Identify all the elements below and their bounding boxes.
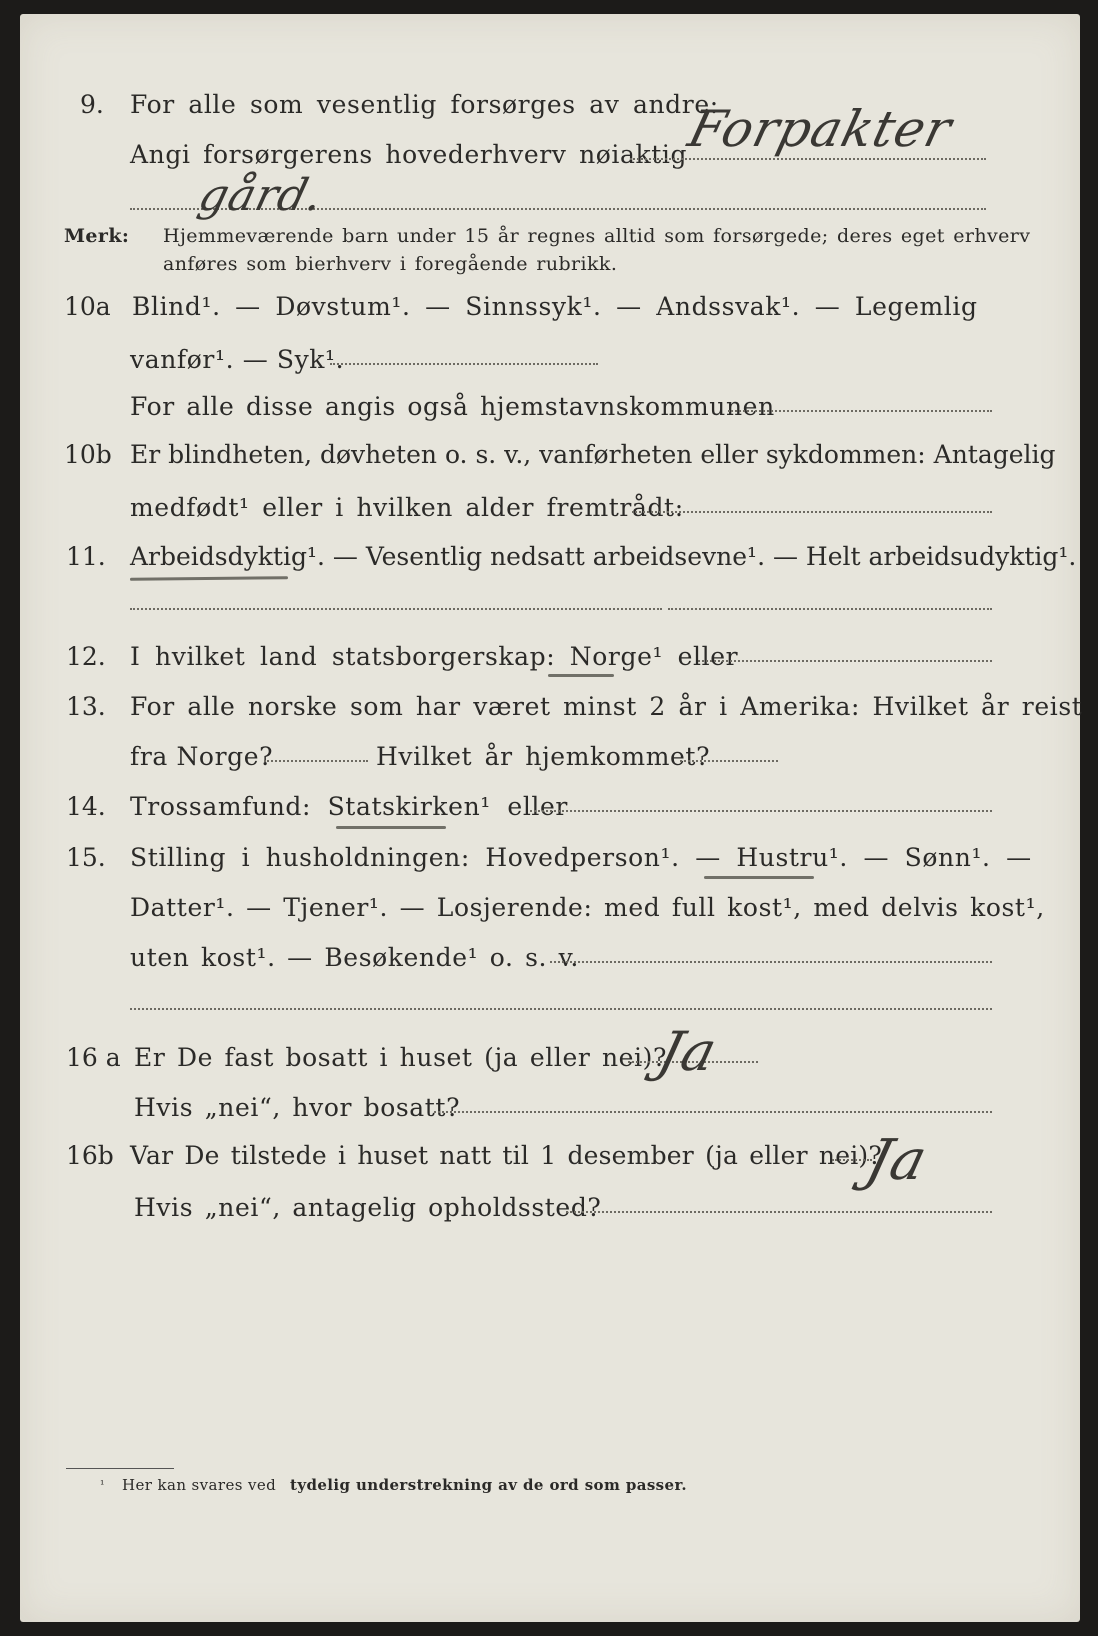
q9-question-line2: Angi forsørgerens hovederhverv nøiaktig	[130, 140, 688, 169]
footnote-text-plain: Her kan svares ved	[122, 1476, 277, 1494]
q14-line1: Trossamfund: Statskirken¹ eller	[130, 792, 568, 821]
q10a-number: 10a	[64, 292, 111, 321]
q12-answer-line[interactable]	[698, 660, 992, 662]
q12-line1: I hvilket land statsborgerskap: Norge¹ eller	[130, 642, 739, 671]
q10b-number: 10b	[64, 440, 112, 469]
q10a-line2: vanfør¹. — Syk¹.	[130, 345, 345, 374]
footnote-text-bold: tydelig understrekning av de ord som passer.	[290, 1476, 688, 1494]
footnote-rule	[66, 1468, 174, 1469]
q16b-handwritten-answer: Ja	[859, 1128, 934, 1193]
q13-line1: For alle norske som har været minst 2 år i Amerika: Hvilket år reist	[130, 692, 1083, 721]
q14-answer-line[interactable]	[530, 810, 992, 812]
q14-underline-statskirken	[336, 826, 446, 829]
q9-answer-line1[interactable]	[630, 158, 986, 160]
q10b-line1: Er blindheten, døvheten o. s. v., vanførheten eller sykdommen: Antagelig	[130, 440, 1056, 469]
q11-answer-line-left[interactable]	[130, 608, 662, 610]
q10a-municipality-line[interactable]	[728, 410, 992, 412]
merk-line1: Hjemmeværende barn under 15 år regnes alltid som forsørgede; deres eget erhverv	[163, 225, 1031, 247]
q10a-syk-answer-line[interactable]	[330, 363, 598, 365]
q9-handwritten-answer1: Forpakter	[682, 100, 958, 158]
q13-line2a: fra Norge?	[130, 742, 274, 771]
q16a-handwritten-answer: Ja	[652, 1020, 724, 1083]
q13-line2b: Hvilket år hjemkommet?	[376, 742, 711, 771]
q15-line1: Stilling i husholdningen: Hovedperson¹. — Hustru¹. — Sønn¹. —	[130, 843, 1032, 872]
q9-question-line1: For alle som vesentlig forsørges av andre:	[130, 90, 719, 119]
q12-underline-norge	[548, 674, 614, 677]
q15-answer-line[interactable]	[550, 961, 992, 963]
q9-handwritten-answer2: gård.	[193, 170, 329, 221]
q10b-line2: medfødt¹ eller i hvilken alder fremtrådt:	[130, 493, 684, 522]
q11-line1: Arbeidsdyktig¹. — Vesentlig nedsatt arbeidsevne¹. — Helt arbeidsudyktig¹.	[130, 542, 1077, 571]
q11-number: 11.	[66, 542, 106, 571]
q16a-residence-line[interactable]	[434, 1111, 992, 1113]
q12-number: 12.	[66, 642, 106, 671]
q15-underline-hustru	[704, 876, 814, 879]
q15-extra-answer-line[interactable]	[130, 1008, 992, 1010]
q13-year-returned-line[interactable]	[680, 760, 778, 762]
q16a-number: 16 a	[66, 1043, 121, 1072]
footnote-mark: ¹	[100, 1478, 105, 1491]
q14-number: 14.	[66, 792, 106, 821]
q10a-line3: For alle disse angis også hjemstavnskommunen	[130, 392, 775, 421]
q10a-line1: Blind¹. — Døvstum¹. — Sinnssyk¹. — Andssvak¹. — Legemlig	[132, 292, 978, 321]
merk-line2: anføres som bierhverv i foregående rubrikk.	[163, 253, 618, 275]
q16b-number: 16b	[66, 1141, 114, 1170]
q16a-line1: Er De fast bosatt i huset (ja eller nei)?	[134, 1043, 667, 1072]
q10b-answer-line[interactable]	[632, 511, 992, 513]
q16b-line1: Var De tilstede i huset natt til 1 desember (ja eller nei)?	[130, 1141, 882, 1170]
q15-line2: Datter¹. — Tjener¹. — Losjerende: med full kost¹, med delvis kost¹,	[130, 893, 1045, 922]
q13-number: 13.	[66, 692, 106, 721]
q13-year-left-line[interactable]	[264, 760, 368, 762]
q16a-line2: Hvis „nei“, hvor bosatt?	[134, 1093, 461, 1122]
q16b-line2: Hvis „nei“, antagelig opholdssted?	[134, 1193, 602, 1222]
q15-number: 15.	[66, 843, 106, 872]
q16b-answer-line[interactable]	[832, 1159, 872, 1161]
merk-label: Merk:	[64, 225, 130, 247]
q9-number: 9.	[80, 90, 104, 119]
q16b-location-line[interactable]	[566, 1211, 992, 1213]
q15-line3: uten kost¹. — Besøkende¹ o. s. v.	[130, 943, 579, 972]
q11-answer-line-right[interactable]	[668, 608, 992, 610]
